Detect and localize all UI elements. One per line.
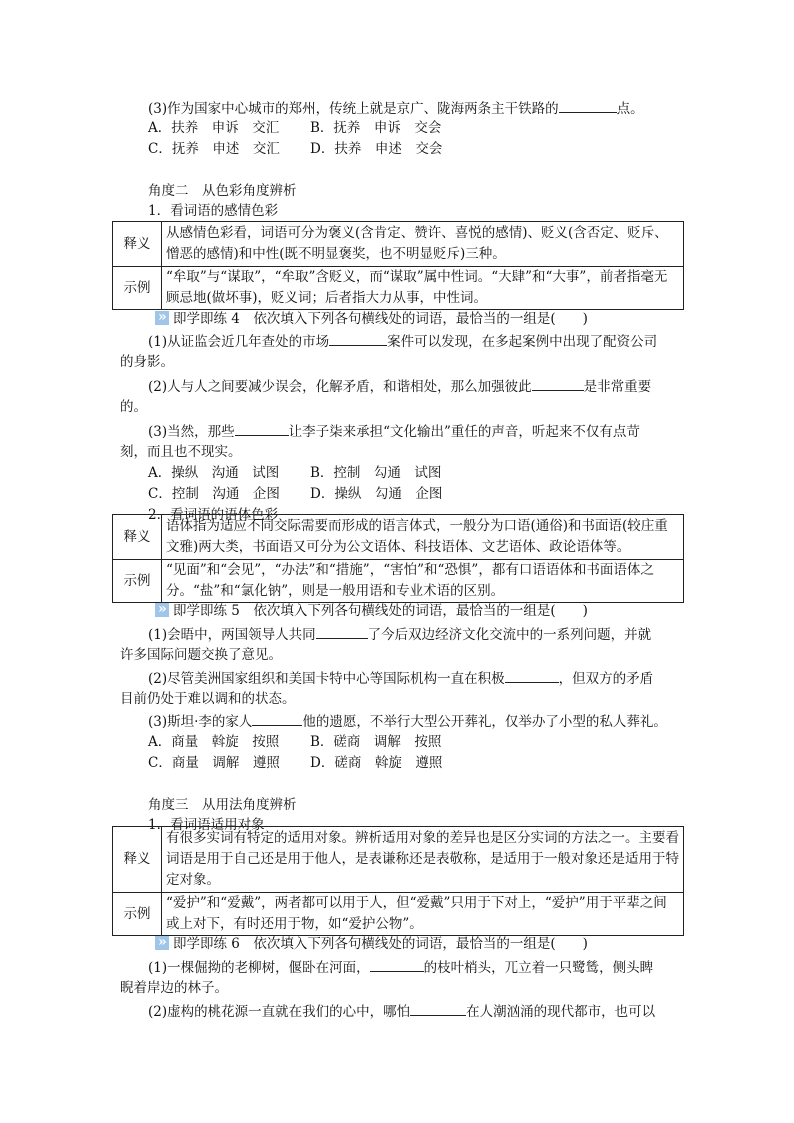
- exercise-4-q1-cont: 的身影。: [120, 354, 174, 370]
- table-text: “牟取”与“谋取”，“牟取”含贬义，而“谋取”属中性词。“大肆”和“大事”，前者指毫无顾忌地(做坏事)，贬义词；后者指大力从事，中性词。: [162, 267, 684, 310]
- table-text: “见面”和“会见”，“办法”和“措施”，“害怕”和“恐惧”，都有口语语体和书面语体之分。“盐”和“氯化钠”，则是一般用语和专业术语的区别。: [162, 560, 684, 603]
- exercise-4-q2-cont: 的。: [120, 399, 147, 415]
- exercise-5-options-ab: A．商量 斡旋 按照 B．磋商 调解 按照: [148, 734, 442, 750]
- table-text: 从感情色彩看，词语可分为褒义(含肯定、赞许、喜悦的感情)、贬义(含否定、贬斥、憎恶的感情)和中性(既不明显褒奖，也不明显贬斥)三种。: [162, 222, 684, 267]
- options-cd: C．抚养 申述 交汇 D．扶养 申述 交会: [148, 141, 443, 157]
- answer-blank: [559, 98, 617, 113]
- answer-blank: [329, 331, 387, 346]
- exercise-5-q3: (3)斯坦·李的家人 他的遗愿，不举行大型公开葬礼，仅举办了小型的私人葬礼。: [148, 711, 667, 732]
- table-emotion: [112, 221, 684, 310]
- answer-blank: [370, 957, 424, 972]
- exercise-4-options-ab: A．操纵 沟通 试图 B．控制 勾通 试图: [148, 465, 442, 481]
- exercise-5-q1: (1)会晤中，两国领导人共同 了今后双边经济文化交流中的一系列问题，并就: [148, 624, 651, 645]
- answer-blank: [410, 1001, 466, 1016]
- exercise-4-options-cd: C．控制 沟通 企图 D．操纵 勾通 企图: [148, 486, 443, 502]
- table-label: 释义: [113, 515, 162, 560]
- question-3: (3)作为国家中心城市的郑州，传统上就是京广、陇海两条主干铁路的 点。: [148, 98, 644, 119]
- section-title-angle3: 角度三 从用法角度辨析: [148, 797, 297, 813]
- arrow-icon: [155, 603, 169, 617]
- subheading-register: 2．看词语的语体色彩: [148, 507, 279, 523]
- table-text: 语体指为适应不同交际需要而形成的语言体式，一般分为口语(通俗)和书面语(较庄重文雅)两大类，书面语又可分为公文语体、科技语体、文艺语体、政论语体等。: [162, 515, 684, 560]
- table-label: 示例: [113, 267, 162, 310]
- exercise-5-options-cd: C．商量 调解 遵照 D．磋商 斡旋 遵照: [148, 755, 443, 771]
- exercise-5-q2-cont: 目前仍处于难以调和的状态。: [120, 691, 296, 707]
- exercise-4-q3: (3)当然，那些 让李子柒来承担“文化输出”重任的声音，听起来不仅有点苛: [148, 421, 640, 442]
- subheading-usage: 1．看词语适用对象: [148, 817, 265, 833]
- answer-blank: [532, 376, 584, 391]
- exercise-5-q2: (2)尽管美洲国家组织和美国卡特中心等国际机构一直在积极 ，但双方的矛盾: [148, 668, 653, 689]
- subheading-emotion: 1．看词语的感情色彩: [148, 203, 279, 219]
- exercise-4-heading: »即学即练 4 依次填入下列各句横线处的词语，最恰当的一组是( ): [155, 309, 588, 329]
- table-register: [112, 514, 684, 603]
- exercise-6-q1-cont: 睨着岸边的林子。: [120, 980, 228, 996]
- answer-blank: [316, 624, 368, 639]
- exercise-4-q2: (2)人与人之间要减少误会，化解矛盾，和谐相处，那么加强彼此 是非常重要: [148, 376, 651, 397]
- exercise-4-q1: (1)从证监会近几年查处的市场 案件可以发现，在多起案例中出现了配资公司: [148, 331, 657, 352]
- options-ab: A．扶养 申诉 交汇 B．抚养 申诉 交会: [148, 120, 442, 136]
- arrow-icon: [155, 311, 169, 325]
- exercise-5-q1-cont: 许多国际问题交换了意见。: [120, 647, 282, 663]
- exercise-6-q2: (2)虚构的桃花源一直就在我们的心中，哪怕 在人潮汹涌的现代都市，也可以: [148, 1001, 655, 1022]
- table-text: “爱护”和“爱戴”，两者都可以用于人，但“爱戴”只用于下对上，“爱护”用于平辈之间或上对下，有时还用于物，如“爱护公物”。: [162, 893, 684, 936]
- exercise-4-q3-cont: 刻，而且也不现实。: [120, 444, 242, 460]
- table-text: 有很多实词有特定的适用对象。辨析适用对象的差异也是区分实词的方法之一。主要看词语是用于自己还是用于他人，是表谦称还是表敬称，是适用于一般对象还是适用于特定对象。: [162, 827, 684, 893]
- table-label: 示例: [113, 893, 162, 936]
- section-title-angle2: 角度二 从色彩角度辨析: [148, 183, 297, 199]
- exercise-6-heading: »即学即练 6 依次填入下列各句横线处的词语，最恰当的一组是( ): [155, 934, 588, 954]
- arrow-icon: [155, 936, 169, 950]
- exercise-6-q1: (1)一棵倔拗的老柳树，偃卧在河面， 的枝叶梢头，兀立着一只鹭鸶，侧头睥: [148, 957, 653, 978]
- exercise-5-heading: »即学即练 5 依次填入下列各句横线处的词语，最恰当的一组是( ): [155, 601, 588, 621]
- answer-blank: [252, 711, 302, 726]
- table-usage: [112, 826, 684, 936]
- answer-blank: [235, 421, 289, 436]
- table-label: 示例: [113, 560, 162, 603]
- answer-blank: [505, 668, 559, 683]
- table-label: 释义: [113, 827, 162, 893]
- table-label: 释义: [113, 222, 162, 267]
